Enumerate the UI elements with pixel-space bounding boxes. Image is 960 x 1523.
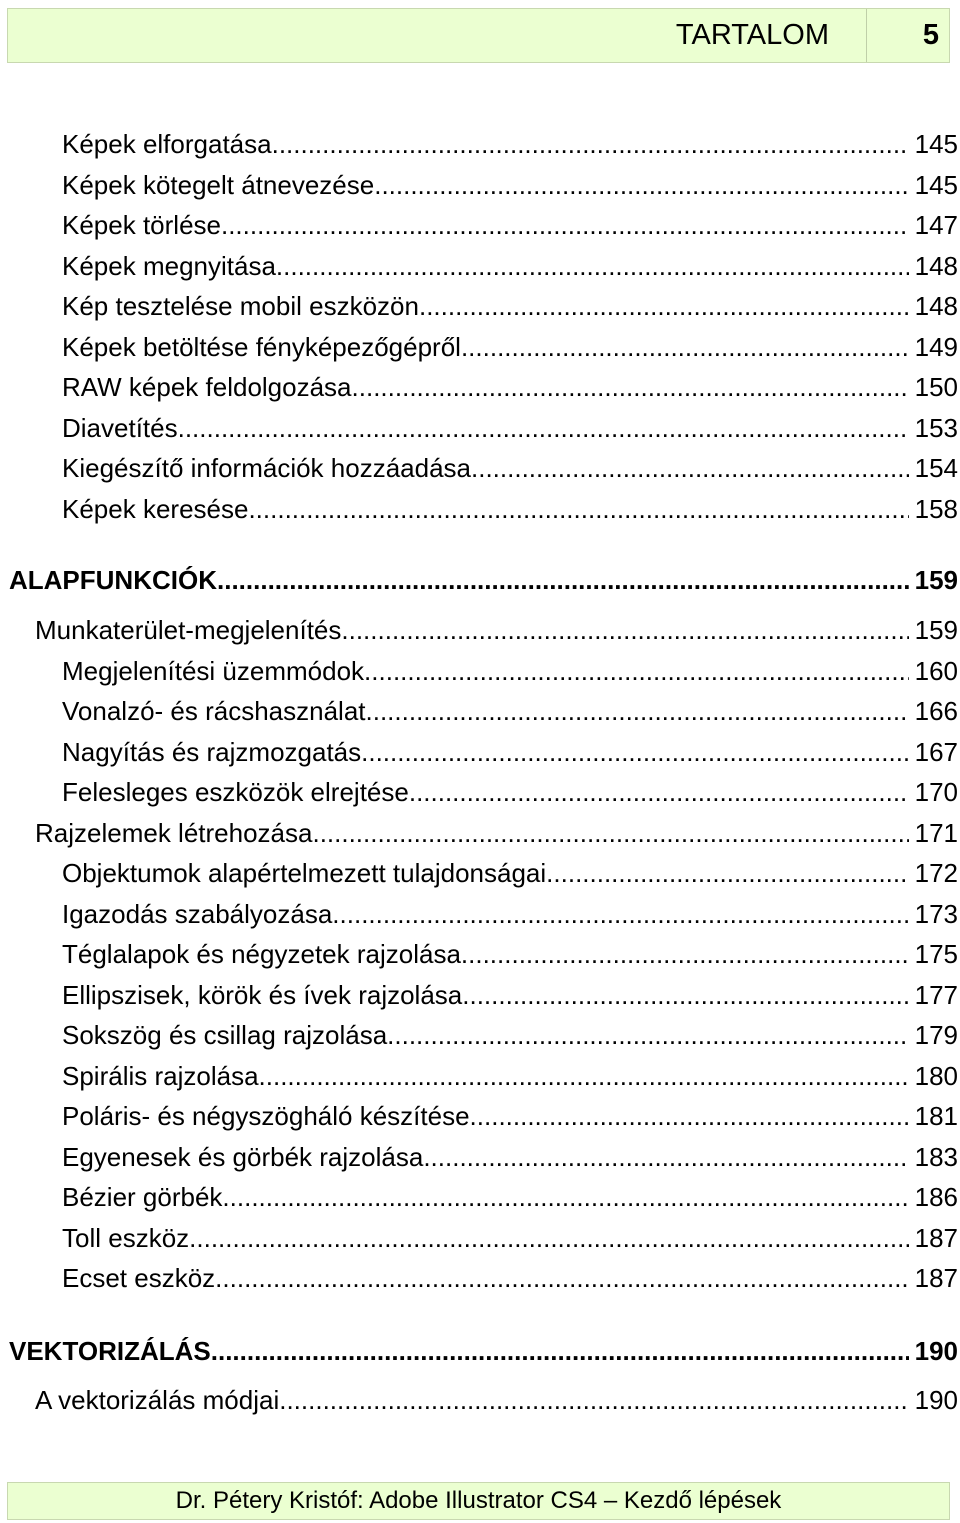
toc-entry[interactable] [62, 654, 958, 688]
toc-entry-label: Ecset eszköz [62, 1263, 216, 1293]
toc-dot-leader [332, 897, 908, 931]
toc-entry-label: Spirális rajzolása [62, 1061, 259, 1091]
toc-dot-leader [211, 1334, 909, 1368]
toc-entry[interactable] [62, 735, 958, 769]
toc-section-heading[interactable] [9, 1334, 958, 1368]
toc-entry[interactable] [62, 289, 958, 323]
toc-entry-page: 190 [914, 1336, 958, 1366]
header-page-number: 5 [922, 19, 939, 51]
toc-entry-label: Képek megnyitása [62, 251, 276, 281]
toc-entry[interactable] [62, 208, 958, 242]
toc-entry-page: 154 [914, 453, 958, 483]
toc-dot-leader [276, 249, 909, 283]
toc-entry[interactable] [62, 1180, 958, 1214]
toc-entry-label: Megjelenítési üzemmódok [62, 656, 365, 686]
page-header [7, 8, 950, 63]
toc-entry-label: Igazodás szabályozása [62, 899, 333, 929]
toc-entry-label: Képek törlése [62, 210, 221, 240]
toc-entry-label: Objektumok alapértelmezett tulajdonságai [62, 858, 547, 888]
toc-entry-page: 187 [914, 1263, 958, 1293]
toc-dot-leader [361, 735, 908, 769]
toc-entry[interactable] [62, 127, 958, 161]
toc-entry-page: 172 [914, 858, 958, 888]
toc-entry-label: Képek keresése [62, 494, 249, 524]
toc-entry-label: Munkaterület-megjelenítés [35, 615, 342, 645]
toc-entry-label: Ellipszisek, körök és ívek rajzolása [62, 980, 463, 1010]
toc-entry-page: 147 [914, 210, 958, 240]
toc-entry[interactable] [62, 1140, 958, 1174]
toc-entry-page: 177 [914, 980, 958, 1010]
header-title: TARTALOM [675, 19, 829, 51]
toc-entry[interactable] [62, 856, 958, 890]
toc-entry-page: 181 [914, 1101, 958, 1131]
toc-entry-page: 145 [914, 170, 958, 200]
toc-dot-leader [461, 330, 909, 364]
toc-entry-page: 190 [914, 1385, 958, 1415]
toc-entry-label: Képek betöltése fényképezőgépről [62, 332, 461, 362]
toc-dot-leader [341, 613, 908, 647]
toc-entry-label: Vonalzó- és rácshasználat [62, 696, 366, 726]
toc-entry-page: 180 [914, 1061, 958, 1091]
toc-dot-leader [374, 168, 908, 202]
toc-entry[interactable] [62, 1099, 958, 1133]
toc-entry[interactable] [62, 451, 958, 485]
toc-entry-label: Képek kötegelt átnevezése [62, 170, 375, 200]
toc-dot-leader [178, 411, 909, 445]
header-divider [866, 9, 867, 62]
toc-entry-page: 159 [914, 565, 958, 595]
toc-dot-leader [366, 694, 909, 728]
toc-dot-leader [423, 1140, 908, 1174]
toc-entry-page: 159 [914, 615, 958, 645]
toc-entry[interactable] [62, 168, 958, 202]
toc-dot-leader [215, 1261, 908, 1295]
toc-entry-page: 145 [914, 129, 958, 159]
toc-entry-label: VEKTORIZÁLÁS [9, 1336, 211, 1366]
toc-entry[interactable] [62, 370, 958, 404]
toc-entry-label: Diavetítés [62, 413, 178, 443]
toc-entry[interactable] [62, 330, 958, 364]
toc-entry-label: Kép tesztelése mobil eszközön [62, 291, 419, 321]
toc-dot-leader [222, 1180, 908, 1214]
toc-entry-label: Nagyítás és rajzmozgatás [62, 737, 362, 767]
toc-entry[interactable] [62, 978, 958, 1012]
toc-dot-leader [259, 1059, 909, 1093]
toc-entry-page: 148 [914, 291, 958, 321]
toc-entry[interactable] [62, 1059, 958, 1093]
toc-entry-page: 175 [914, 939, 958, 969]
toc-dot-leader [419, 289, 909, 323]
toc-entry[interactable] [35, 816, 958, 850]
toc-entry-label: Bézier görbék [62, 1182, 223, 1212]
toc-entry-label: ALAPFUNKCIÓK [9, 565, 217, 595]
toc-dot-leader [248, 492, 908, 526]
toc-entry-label: Téglalapok és négyzetek rajzolása [62, 939, 461, 969]
toc-entry-label: Sokszög és csillag rajzolása [62, 1020, 388, 1050]
page-footer: Dr. Pétery Kristóf: Adobe Illustrator CS4 – Kezdő lépések [7, 1482, 950, 1520]
toc-entry-page: 170 [914, 777, 958, 807]
toc-dot-leader [461, 937, 909, 971]
toc-entry[interactable] [62, 694, 958, 728]
toc-dot-leader [272, 127, 909, 161]
toc-entry-label: Kiegészítő információk hozzáadása [62, 453, 472, 483]
toc-entry-page: 171 [914, 818, 958, 848]
toc-entry-label: A vektorizálás módjai [35, 1385, 280, 1415]
toc-entry[interactable] [62, 937, 958, 971]
toc-entry-page: 160 [914, 656, 958, 686]
toc-dot-leader [364, 654, 909, 688]
toc-dot-leader [470, 1099, 909, 1133]
toc-entry[interactable] [62, 492, 958, 526]
toc-dot-leader [352, 370, 909, 404]
toc-entry-page: 183 [914, 1142, 958, 1172]
toc-entry-page: 150 [914, 372, 958, 402]
toc-entry-page: 187 [914, 1223, 958, 1253]
toc-entry[interactable] [62, 897, 958, 931]
toc-entry-label: Felesleges eszközök elrejtése [62, 777, 409, 807]
toc-dot-leader [462, 978, 908, 1012]
toc-entry-label: RAW képek feldolgozása [62, 372, 352, 402]
toc-entry-page: 166 [914, 696, 958, 726]
toc-entry-page: 186 [914, 1182, 958, 1212]
toc-entry-page: 158 [914, 494, 958, 524]
toc-section-heading[interactable] [9, 563, 958, 597]
toc-dot-leader [189, 1221, 908, 1255]
toc-dot-leader [471, 451, 909, 485]
toc-entry[interactable] [62, 1221, 958, 1255]
toc-entry-label: Rajzelemek létrehozása [35, 818, 313, 848]
toc-dot-leader [217, 563, 909, 597]
toc-entry[interactable] [35, 1383, 958, 1417]
toc-entry-page: 179 [914, 1020, 958, 1050]
toc-entry[interactable] [62, 775, 958, 809]
toc-dot-leader [221, 208, 909, 242]
toc-entry-label: Képek elforgatása [62, 129, 272, 159]
toc-entry-page: 173 [914, 899, 958, 929]
toc-dot-leader [409, 775, 909, 809]
toc-entry-page: 149 [914, 332, 958, 362]
toc-entry[interactable] [62, 1018, 958, 1052]
toc-dot-leader [279, 1383, 908, 1417]
toc-entry-page: 167 [914, 737, 958, 767]
toc-entry-label: Poláris- és négyszögháló készítése [62, 1101, 470, 1131]
toc-entry-label: Egyenesek és görbék rajzolása [62, 1142, 424, 1172]
toc-entry-page: 148 [914, 251, 958, 281]
toc-entry[interactable] [35, 613, 958, 647]
toc-entry-page: 153 [914, 413, 958, 443]
toc-dot-leader [546, 856, 908, 890]
toc-entry[interactable] [62, 249, 958, 283]
toc-dot-leader [312, 816, 908, 850]
toc-entry-label: Toll eszköz [62, 1223, 190, 1253]
toc-entry[interactable] [62, 1261, 958, 1295]
toc-dot-leader [387, 1018, 908, 1052]
toc-entry[interactable] [62, 411, 958, 445]
